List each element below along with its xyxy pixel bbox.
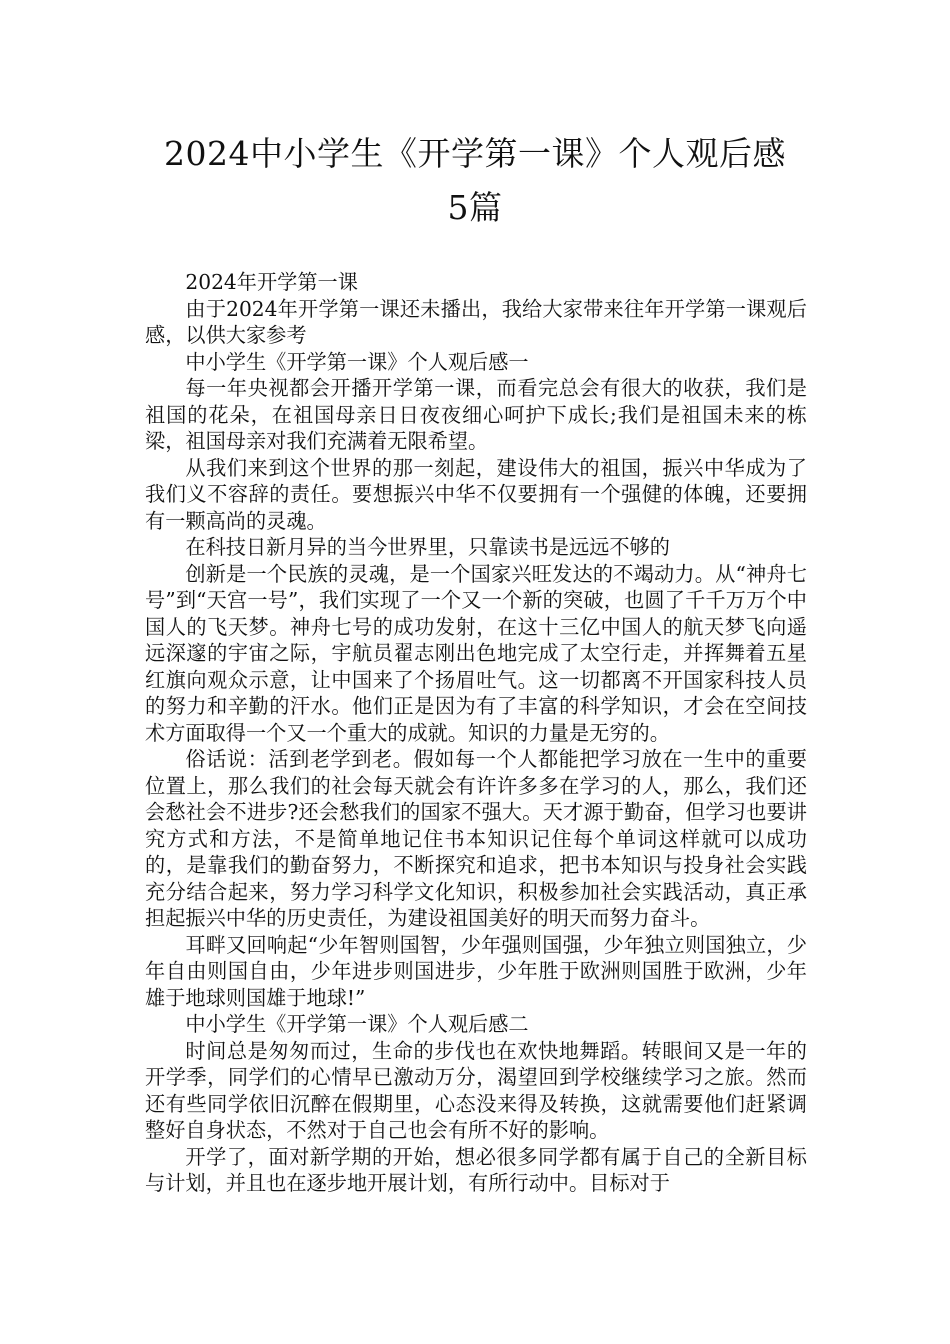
paragraph: 俗话说：活到老学到老。假如每一个人都能把学习放在一生中的重要位置上，那么我们的社会每天就会有许许多多在学习的人，那么，我们还会愁社会不进步?还会愁我们的国家不强大。天才源于勤奋，但学习也要讲究方式和方法，不是简单地记住书本知识记住每个单词这样就可以成功的，是靠我们的勤奋努力，不断探究和追求，把书本知识与投身社会实践充分结合起来，努力学习科学文化知识，积极参加社会实践活动，真正承担起振兴中华的历史责任，为建设祖国美好的明天而努力奋斗。 [145, 747, 807, 930]
paragraph-essay-1-heading: 中小学生《开学第一课》个人观后感一 [185, 349, 529, 374]
document-title-line-2: 5篇 [447, 188, 503, 227]
document-title-line-1: 2024中小学生《开学第一课》个人观后感 [164, 134, 786, 173]
paragraph: 每一年央视都会开播开学第一课，而看完总会有很大的收获，我们是祖国的花朵，在祖国母亲日日夜夜细心呵护下成长;我们是祖国未来的栋梁，祖国母亲对我们充满着无限希望。 [145, 376, 807, 453]
paragraph: 创新是一个民族的灵魂，是一个国家兴旺发达的不竭动力。从“神舟七号”到“天宫一号”，我们实现了一个又一个新的突破，也圆了千千万万个中国人的飞天梦。神舟七号的成功发射，在这十三亿中国人的航天梦飞向遥远深邃的宇宙之际，宇航员翟志刚出色地完成了太空行走，并挥舞着五星红旗向观众示意，让中国来了个扬眉吐气。这一切都离不开国家科技人员的努力和辛勤的汗水。他们正是因为有了丰富的科学知识，才会在空间技术方面取得一个又一个重大的成就。知识的力量是无穷的。 [145, 561, 807, 745]
document-page [145, 0, 807, 1344]
paragraph-essay-2-heading: 中小学生《开学第一课》个人观后感二 [185, 1012, 529, 1036]
paragraph-section-heading: 2024年开学第一课 [185, 270, 358, 294]
paragraph: 从我们来到这个世界的那一刻起，建设伟大的祖国，振兴中华成为了我们义不容辞的责任。要想振兴中华不仅要拥有一个强健的体魄，还要拥有一颗高尚的灵魂。 [145, 455, 807, 533]
paragraph: 时间总是匆匆而过，生命的步伐也在欢快地舞蹈。转眼间又是一年的开学季，同学们的心情早已激动万分，渴望回到学校继续学习之旅。然而还有些同学依旧沉醉在假期里，心态没来得及转换，这就需要他们赶紧调整好自身状态，不然对于自己也会有所不好的影响。 [145, 1038, 807, 1142]
paragraph: 在科技日新月异的当今世界里，只靠读书是远远不够的 [185, 535, 670, 559]
document-body [145, 269, 807, 1197]
paragraph: 耳畔又回响起“少年智则国智，少年强则国强，少年独立则国独立，少年自由则国自由，少年进步则国进步，少年胜于欧洲则国胜于欧洲，少年雄于地球则国雄于地球!” [145, 932, 807, 1010]
paragraph-intro: 由于2024年开学第一课还未播出，我给大家带来往年开学第一课观后感，以供大家参考 [145, 296, 807, 347]
document-title [125, 127, 825, 235]
paragraph: 开学了，面对新学期的开始，想必很多同学都有属于自己的全新目标与计划，并且也在逐步地开展计划，有所行动中。目标对于 [145, 1144, 807, 1195]
